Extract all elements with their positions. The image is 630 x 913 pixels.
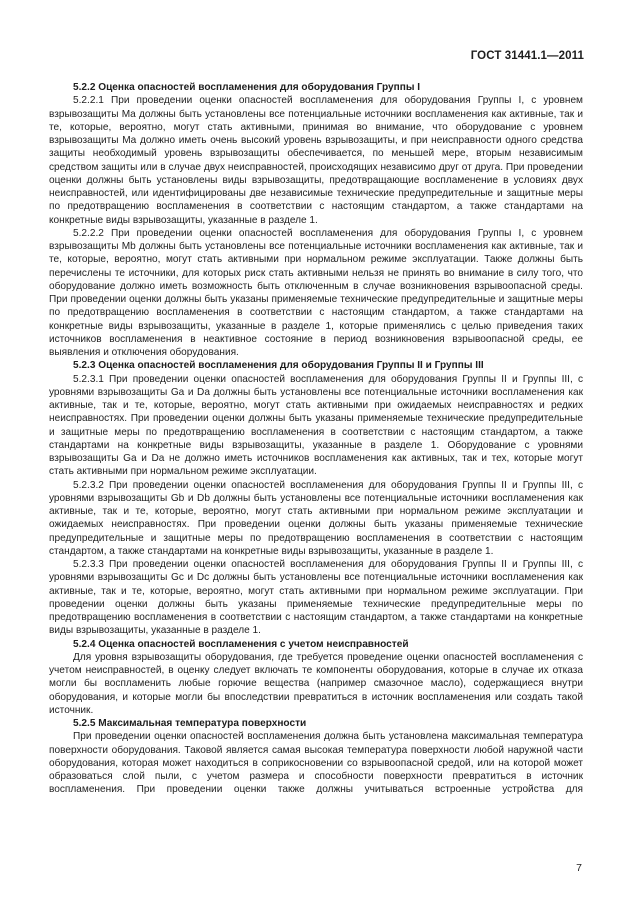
- paragraph-5-2-3-1: 5.2.3.1 При проведении оценки опасностей воспламенения для оборудования Группы II и Группы III, с уровнями взрывозащиты Ga и Da должны быть установлены все потенциальные источники воспламенения как активные, так и те, которые, вероятно, могут стать активными при ожидаемых неисправностях и редких неисправностях. При проведении оценки должны быть указаны применяемые технические предупредительные и защитные меры по предотвращению воспламенения в соответствии с настоящим стандартом, а также стандартами на конкретные виды взрывозащиты, указанные в разделе 1. Оборудование с уровнями взрывозащиты Ga и Da не должно иметь источников воспламенения как активных, так и тех, которые могут стать активными при нормальном режиме эксплуатации.: [49, 373, 583, 478]
- section-heading-5-2-3: 5.2.3 Оценка опасностей воспламенения для оборудования Группы II и Группы III: [73, 360, 484, 372]
- paragraph-5-2-5: При проведении оценки опасностей воспламенения должна быть установлена максимальная температура поверхности оборудования. Таковой является самая высокая температура поверхности любой наружной части оборудования, которая может находиться в соприкосновении со взрывоопасной средой, или на которой может образоваться слой пыли, с учетом размера и способности поверхности превратиться в источник воспламенения. При проведении оценки также должны учитываться встроенные устройства для: [49, 731, 583, 796]
- paragraph-5-2-2-2: 5.2.2.2 При проведении оценки опасностей воспламенения для оборудования Группы I, с уровнем взрывозащиты Mb должны быть установлены все потенциальные источники воспламенения как активные, так и те, которые, вероятно, могут стать активными при нормальном режиме эксплуатации. Также должны быть перечислены те источники, для которых риск стать активными нельзя не принять во внимание в силу того, что оборудование должно иметь возможность быть отключенным в случае возникновения взрывоопасной среды. При проведении оценки должны быть указаны применяемые технические предупредительные и защитные меры по предотвращению воспламенения в соответствии с настоящим стандартом, а также стандартами на конкретные виды взрывозащиты, указанные в разделе 1, которые применялись с целью приведения таких источников воспламенения в неактивное состояние в период возникновения взрывоопасной среды, ее выявления и отключения оборудования.: [49, 227, 583, 358]
- section-heading-5-2-4: 5.2.4 Оценка опасностей воспламенения с учетом неисправностей: [73, 638, 409, 650]
- paragraph-5-2-3-2: 5.2.3.2 При проведении оценки опасностей воспламенения для оборудования Группы II и Группы III, с уровнями взрывозащиты Gb и Db должны быть установлены все потенциальные источники воспламенения как активные, так и те, которые, вероятно, могут стать активными при нормальном режиме эксплуатации и ожидаемых неисправностях. При проведении оценки должны быть указаны применяемые технические предупредительные и защитные меры по предотвращению воспламенения в соответствии с настоящим стандартом, а также стандартами на конкретные виды взрывозащиты, указанные в разделе 1.: [49, 479, 583, 557]
- paragraph-5-2-4: Для уровня взрывозащиты оборудования, где требуется проведение оценки опасностей воспламенения с учетом неисправностей, в оценку следует включать те компоненты оборудования, которые в случае их отказа могли бы воспламенить любые горючие вещества (например смазочное масло), содержащиеся внутри оборудования, и которые могли бы впоследствии превратиться в источник воспламенения или создать такой источник.: [49, 651, 583, 716]
- paragraph-5-2-3-3: 5.2.3.3 При проведении оценки опасностей воспламенения для оборудования Группы II и Группы III, с уровнями взрывозащиты Gc и Dc должны быть установлены все потенциальные источники воспламенения как активные, так и те, которые, вероятно, могут стать активными при нормальном режиме эксплуатации. При проведении оценки должны быть указаны применяемые технические предупредительные меры по предотвращению воспламенения в соответствии с настоящим стандартом, а также стандартами на конкретные виды взрывозащиты, указанные в разделе 1.: [49, 559, 583, 637]
- section-heading-5-2-5: 5.2.5 Максимальная температура поверхности: [73, 718, 307, 729]
- standard-code-header: ГОСТ 31441.1—2011: [470, 50, 584, 62]
- section-heading-5-2-2: 5.2.2 Оценка опасностей воспламенения для оборудования Группы I: [73, 82, 421, 93]
- document-body: [49, 81, 583, 797]
- paragraph-5-2-2-1: 5.2.2.1 При проведении оценки опасностей воспламенения для оборудования Группы I, с уровнем взрывозащиты Ma должны быть установлены все потенциальные источники воспламенения как активные, так и те, которые, вероятно, могут стать активными, принимая во внимание, что оборудование с уровнем взрывозащиты Ma должно иметь очень высокий уровень взрывозащиты, и при неисправности одного средства защиты необходимый уровень взрывозащиты обеспечивается, по меньшей мере, вторым независимым средством защиты или в случае двух неисправностей, происходящих независимо друг от друга. При проведении оценки должны быть установлены виды взрывозащиты, предотвращающие воспламенение в условиях двух неисправностей, или идентифицированы две независимые технические предупредительные и защитные меры по предотвращению воспламенения в соответствии с настоящим стандартом, а также стандартами на конкретные виды взрывозащиты, указанные в разделе 1.: [49, 95, 583, 226]
- page-number: 7: [576, 862, 582, 874]
